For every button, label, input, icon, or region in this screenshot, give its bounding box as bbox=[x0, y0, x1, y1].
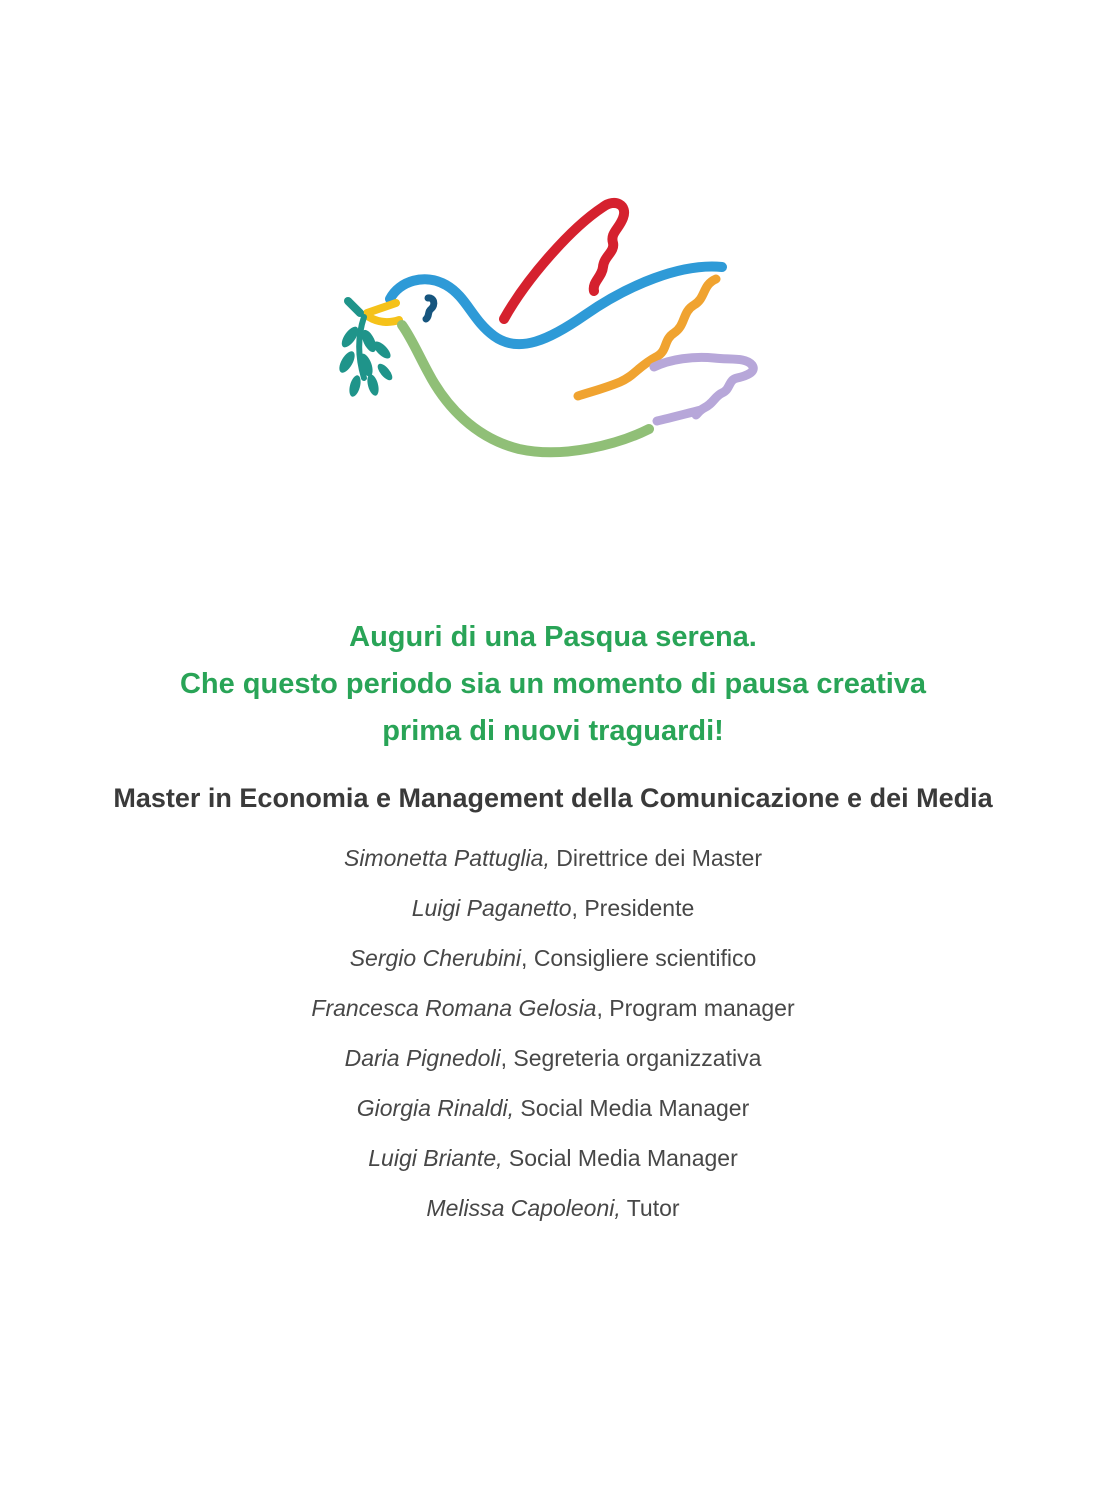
easter-greeting bbox=[0, 614, 1106, 755]
person-role: Tutor bbox=[620, 1195, 680, 1221]
person-name: Francesca Romana Gelosia bbox=[311, 995, 597, 1021]
master-title: Master in Economia e Management della Comunicazione e dei Media bbox=[113, 783, 993, 813]
dove-tail-purple-dash bbox=[657, 410, 701, 421]
person-role: Social Media Manager bbox=[514, 1095, 750, 1121]
person-role: Social Media Manager bbox=[502, 1145, 738, 1171]
person-line bbox=[0, 983, 1106, 1033]
person-line bbox=[0, 933, 1106, 983]
person-line bbox=[0, 1033, 1106, 1083]
person-role: , Segreteria organizzativa bbox=[500, 1045, 762, 1071]
dove-beak-lower bbox=[369, 317, 399, 322]
dove-beak-icon bbox=[367, 303, 396, 313]
person-name: Daria Pignedoli bbox=[344, 1045, 501, 1071]
person-role: , Program manager bbox=[596, 995, 795, 1021]
person-line bbox=[0, 1183, 1106, 1233]
person-name: Giorgia Rinaldi, bbox=[356, 1095, 514, 1121]
olive-branch-icon bbox=[336, 301, 395, 398]
person-name: Sergio Cherubini bbox=[349, 945, 522, 971]
peace-dove-icon bbox=[333, 186, 773, 476]
dove-eye-icon bbox=[426, 298, 434, 319]
person-name: Simonetta Pattuglia, bbox=[343, 845, 550, 871]
person-line bbox=[0, 883, 1106, 933]
person-name: Melissa Capoleoni, bbox=[426, 1195, 621, 1221]
dove-wing-orange bbox=[578, 279, 716, 396]
person-line bbox=[0, 1133, 1106, 1183]
greeting-line-1: Auguri di una Pasqua serena. bbox=[349, 621, 757, 653]
person-line bbox=[0, 1083, 1106, 1133]
person-role: Direttrice dei Master bbox=[549, 845, 762, 871]
greeting-line-3: prima di nuovi traguardi! bbox=[382, 715, 724, 747]
greeting-line-2: Che questo periodo sia un momento di pausa creativa bbox=[179, 668, 927, 700]
person-line bbox=[0, 833, 1106, 883]
person-role: , Presidente bbox=[571, 895, 695, 921]
staff-list bbox=[0, 833, 1106, 1233]
person-name: Luigi Paganetto bbox=[411, 895, 572, 921]
dove-illustration bbox=[333, 186, 773, 476]
person-role: , Consigliere scientifico bbox=[521, 945, 757, 971]
person-name: Luigi Briante, bbox=[368, 1145, 503, 1171]
